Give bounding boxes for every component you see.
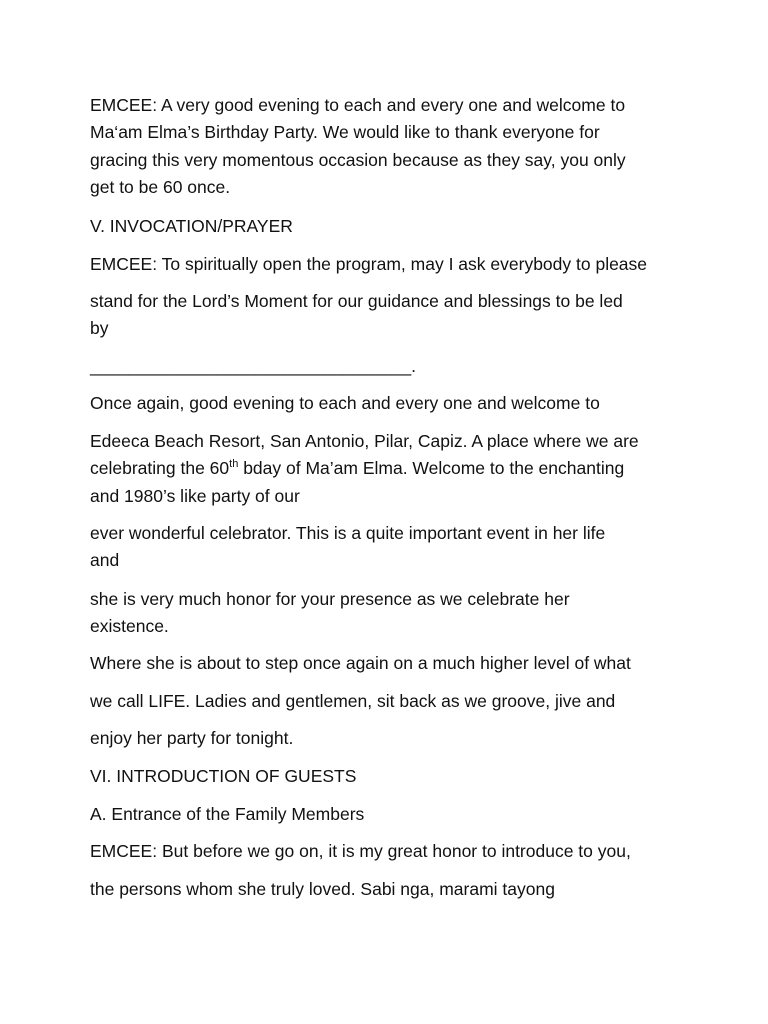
paragraph-invocation-line-2: stand for the Lord’s Moment for our guidance and blessings to be led [90, 291, 623, 311]
paragraph-resort-line-2 [90, 457, 624, 479]
paragraph-resort-line-1: Edeeca Beach Resort, San Antonio, Pilar, Capiz. A place where we are [90, 431, 639, 451]
paragraph-life-line-3: enjoy her party for tonight. [90, 728, 294, 748]
paragraph-welcome-line-4: get to be 60 once. [90, 177, 231, 197]
ordinal-superscript: th [229, 458, 239, 470]
heading-introduction: VI. INTRODUCTION OF GUESTS [90, 766, 357, 786]
paragraph-honor-line-2: existence. [90, 616, 169, 636]
paragraph-again-line-1: Once again, good evening to each and every one and welcome to [90, 393, 600, 413]
blank-name-line: _________________________________. [90, 356, 417, 376]
paragraph-welcome-line-2: Ma‘am Elma’s Birthday Party. We would like to thank everyone for [90, 122, 600, 142]
paragraph-welcome-line-1: EMCEE: A very good evening to each and every one and welcome to [90, 95, 626, 115]
paragraph-life-line-2: we call LIFE. Ladies and gentlemen, sit back as we groove, jive and [90, 691, 616, 711]
paragraph-welcome-line-3: gracing this very momentous occasion because as they say, you only [90, 150, 626, 170]
paragraph-life-line-1: Where she is about to step once again on a much higher level of what [90, 653, 631, 673]
paragraph-invocation-line-3: by [90, 318, 109, 338]
resort-line-2-pre: celebrating the 60 [90, 458, 230, 478]
paragraph-introduce-line-2: the persons whom she truly loved. Sabi nga, marami tayong [90, 879, 555, 899]
paragraph-celebrator-line-1: ever wonderful celebrator. This is a quite important event in her life [90, 523, 606, 543]
paragraph-invocation-line-1: EMCEE: To spiritually open the program, may I ask everybody to please [90, 254, 648, 274]
heading-invocation: V. INVOCATION/PRAYER [90, 216, 293, 236]
resort-line-2-post: bday of Ma’am Elma. Welcome to the enchanting [238, 458, 625, 478]
paragraph-honor-line-1: she is very much honor for your presence as we celebrate her [90, 589, 570, 609]
paragraph-resort-line-3: and 1980’s like party of our [90, 486, 300, 506]
paragraph-celebrator-line-2: and [90, 550, 120, 570]
paragraph-introduce-line-1: EMCEE: But before we go on, it is my great honor to introduce to you, [90, 841, 631, 861]
heading-entrance: A. Entrance of the Family Members [90, 804, 365, 824]
